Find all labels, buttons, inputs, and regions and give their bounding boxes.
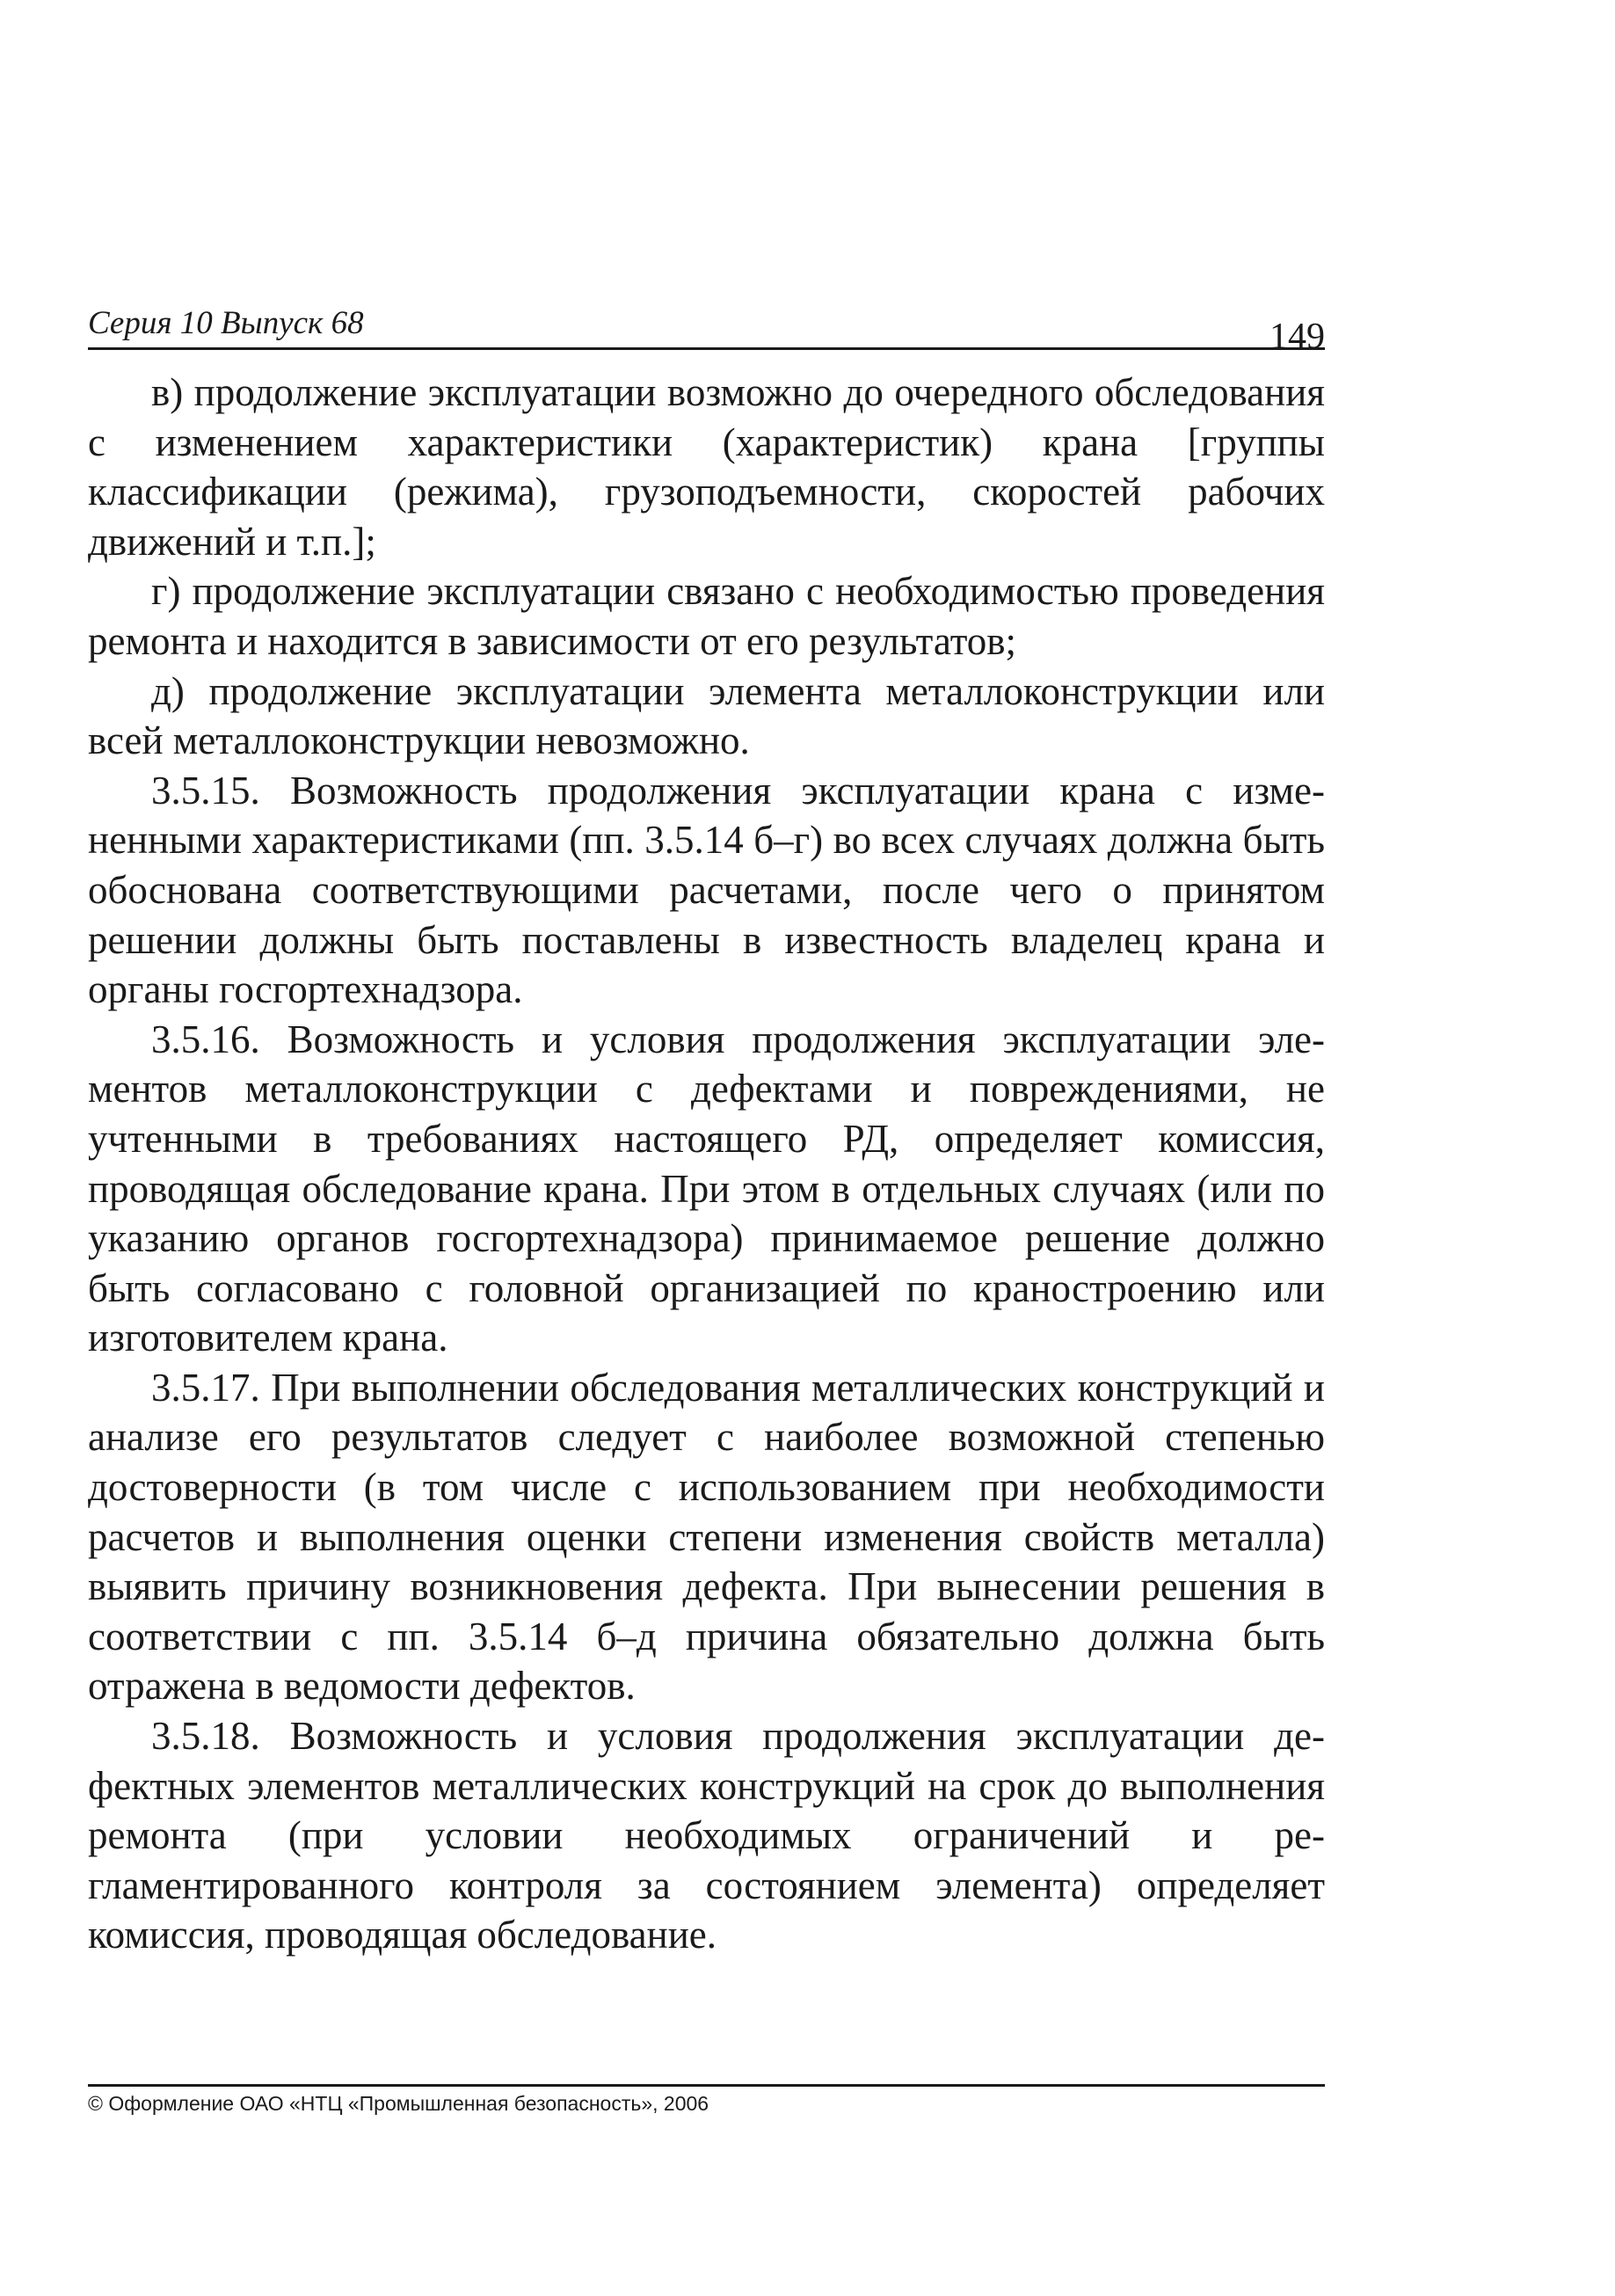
paragraph-3-5-17: 3.5.17. При выполнении обследования металлических конструкций и анализе его результатов следует с наиболее возможной степенью достоверности (в том числе с использованием при необходимости расчетов и выполнения оценки степени изменения свойств металла) выявить причину возникновения дефекта. При вынесении решения в соответствии с пп. 3.5.14 б–д причина обязательно должна быть отражена в ведомости дефектов. bbox=[88, 1365, 1325, 1709]
series-title: Серия 10 Выпуск 68 bbox=[88, 305, 364, 341]
paragraph-3-5-15: 3.5.15. Возможность продолжения эксплуатации крана с измененными характеристиками (пп. 3.5.14 б–г) во всех случаях должна быть обоснована соответствующими расчетами, после чего о принятом решении должны быть поставлены в известность владелец крана и органы госгортехнадзора. bbox=[88, 768, 1325, 1012]
paragraph-item-v: в) продолжение эксплуатации возможно до очередного обследования с изменением характеристики (характеристик) крана [группы классификации (режима), грузоподъемности, скоростей рабочих движений и т.п.]; bbox=[88, 370, 1325, 564]
paragraph-3-5-16: 3.5.16. Возможность и условия продолжения эксплуатации элементов металлоконструкции с дефектами и повреждениями, не учтенными в требованиях настоящего РД, определяет комиссия, проводящая обследование крана. При этом в отдельных случаях (или по указанию органов госгортехнадзора) принимаемое решение должно быть согласовано с головной организацией по краностроению или изготовителем крана. bbox=[88, 1017, 1325, 1360]
page-number: 149 bbox=[1269, 317, 1325, 357]
paragraph-item-d: д) продолжение эксплуатации элемента металлоконструкции или всей металлоконструкции невозможно. bbox=[88, 668, 1325, 763]
body-text bbox=[88, 368, 1325, 1960]
copyright-notice: © Оформление ОАО «НТЦ «Промышленная безопасность», 2006 bbox=[88, 2092, 709, 2115]
paragraph-item-g: г) продолжение эксплуатации связано с необходимостью проведения ремонта и находится в зависимости от его результатов; bbox=[88, 569, 1325, 663]
footer-divider bbox=[88, 2084, 1325, 2087]
page-footer bbox=[88, 2084, 1325, 2116]
running-header bbox=[88, 295, 1325, 357]
paragraph-3-5-18: 3.5.18. Возможность и условия продолжения эксплуатации дефектных элементов металлических конструкций на срок до выполнения ремонта (при условии необходимых ограничений и регламентированного контроля за состоянием элемента) определяет комиссия, проводящая обследование. bbox=[88, 1714, 1325, 1957]
